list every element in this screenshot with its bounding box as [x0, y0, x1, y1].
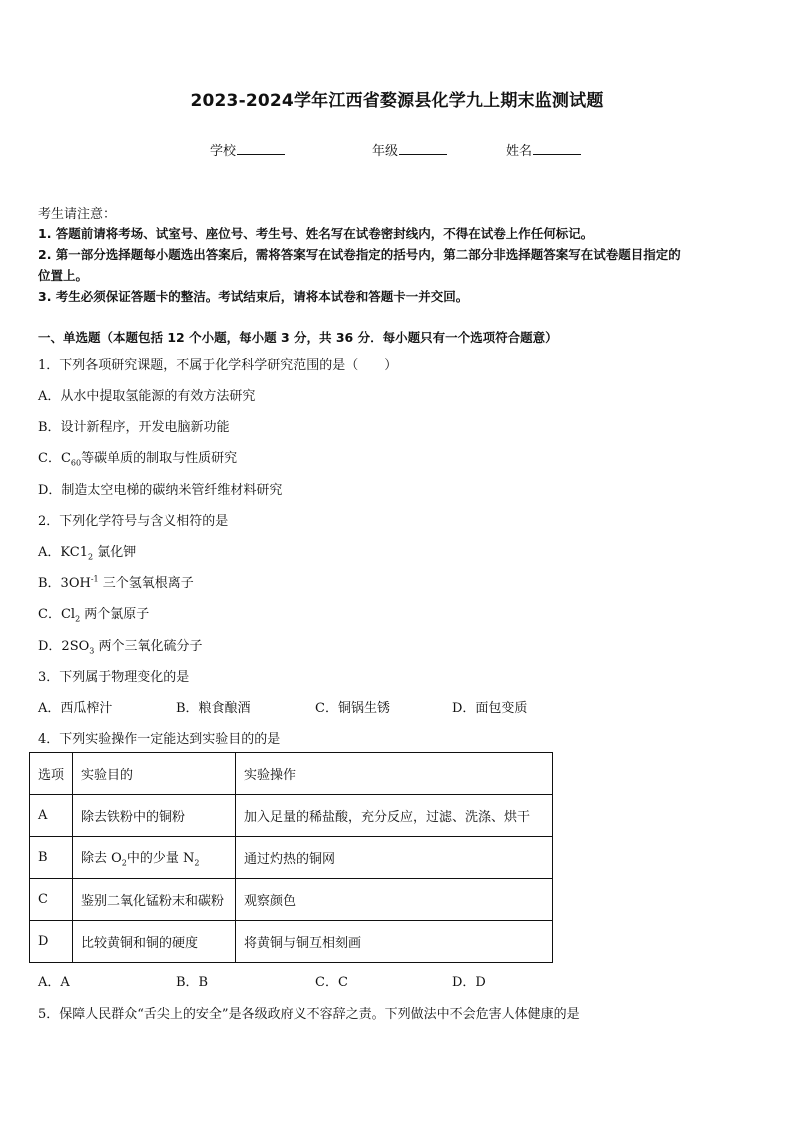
table-cell-goal: 比较黄铜和铜的硬度	[73, 921, 236, 963]
q1-option-a: A．从水中提取氢能源的有效方法研究	[38, 389, 256, 404]
name-label: 姓名	[506, 144, 533, 159]
q3-option-b: B．粮食酿酒	[176, 701, 251, 716]
table-cell-goal: 除去铁粉中的铜粉	[73, 795, 236, 837]
table-row	[30, 795, 553, 837]
q3-stem: 3．下列属于物理变化的是	[38, 670, 190, 685]
table-cell-operation: 观察颜色	[236, 879, 553, 921]
q2-option-c: C．$Cl_2$ 两个氯原子	[38, 607, 150, 624]
school-label: 学校	[210, 144, 237, 159]
table-header-row	[30, 753, 553, 795]
table-cell-operation: 加入足量的稀盐酸，充分反应，过滤、洗涤、烘干	[236, 795, 553, 837]
q5-stem: 5．保障人民群众“舌尖上的安全”是各级政府义不容辞之责。下列做法中不会危害人体健康的是	[38, 1007, 580, 1022]
q1-stem: 1．下列各项研究课题，不属于化学科学研究范围的是（ ）	[38, 358, 398, 373]
table-row	[30, 921, 553, 963]
table-cell-option: C	[30, 879, 73, 921]
school-field	[210, 140, 285, 159]
exam-title: 2023-2024学年江西省婺源县化学九上期末监测试题	[190, 91, 604, 111]
q2-option-d: D．$2SO_3$ 两个三氧化硫分子	[38, 639, 203, 656]
table-row	[30, 837, 553, 879]
table-cell-operation: 通过灼热的铜网	[236, 837, 553, 879]
q4-option-b: B．B	[176, 975, 209, 990]
grade-blank[interactable]	[399, 142, 447, 155]
q2-option-b: B．$3OH^{-1}$ 三个氢氧根离子	[38, 574, 194, 591]
grade-field	[372, 140, 447, 159]
q4-option-a: A．A	[38, 975, 70, 990]
q3-option-a: A．西瓜榨汁	[38, 701, 113, 716]
experiment-table	[29, 752, 553, 963]
grade-label: 年级	[372, 144, 399, 159]
notice-item-3: 3. 考生必须保证答题卡的整洁。考试结束后，请将本试卷和答题卡一并交回。	[38, 289, 469, 304]
table-cell-option: B	[30, 837, 73, 879]
notice-item-2-cont: 位置上。	[38, 268, 89, 283]
table-cell-goal: 鉴别二氧化锰粉末和碳粉	[73, 879, 236, 921]
notice-item-2: 2. 第一部分选择题每小题选出答案后，需将答案写在试卷指定的括号内，第二部分非选择题答案写在试卷题目指定的	[38, 247, 681, 262]
table-row	[30, 879, 553, 921]
notice-heading: 考生请注意：	[38, 207, 117, 222]
section-heading: 一、单选题（本题包括 12 个小题，每小题 3 分，共 36 分．每小题只有一个选项符合题意）	[38, 330, 558, 345]
q2-stem: 2．下列化学符号与含义相符的是	[38, 514, 229, 529]
q4-stem: 4．下列实验操作一定能达到实验目的的是	[38, 732, 281, 747]
q4-option-d: D．D	[452, 975, 486, 990]
table-header-cell: 实验操作	[236, 753, 553, 795]
q1-option-b: B．设计新程序，开发电脑新功能	[38, 420, 230, 435]
q3-option-c: C．铜锅生锈	[315, 701, 390, 716]
q1-option-d: D．制造太空电梯的碳纳米管纤维材料研究	[38, 483, 283, 498]
name-blank[interactable]	[533, 142, 581, 155]
table-cell-goal: 除去 $O_2$中的少量 $N_2$	[73, 837, 236, 879]
notice-item-1: 1. 答题前请将考场、试室号、座位号、考生号、姓名写在试卷密封线内，不得在试卷上作任何标记。	[38, 226, 594, 241]
q4-option-c: C．C	[315, 975, 348, 990]
table-header-cell: 选项	[30, 753, 73, 795]
school-blank[interactable]	[237, 142, 285, 155]
table-header-cell: 实验目的	[73, 753, 236, 795]
q1-option-c: C．$C_{60}$等碳单质的制取与性质研究	[38, 451, 238, 468]
q3-option-d: D．面包变质	[452, 701, 528, 716]
table-cell-option: A	[30, 795, 73, 837]
table-cell-operation: 将黄铜与铜互相刻画	[236, 921, 553, 963]
q2-option-a: A．$KC1_2$ 氯化钾	[38, 545, 137, 562]
table-cell-option: D	[30, 921, 73, 963]
name-field	[506, 140, 581, 159]
